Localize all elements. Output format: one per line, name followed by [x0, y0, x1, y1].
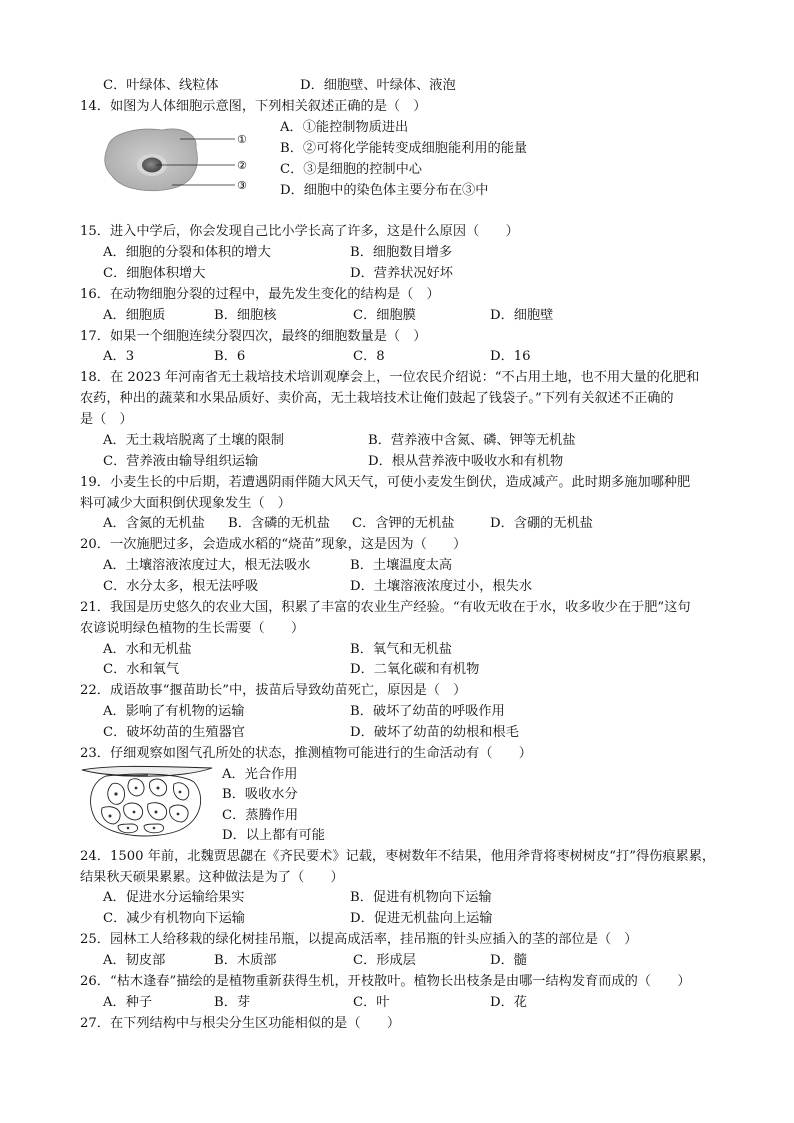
question-20-option-c: C．水分太多，根无法呼吸 — [103, 579, 259, 594]
question-19-option-b: B．含磷的无机盐 — [228, 516, 331, 531]
question-18-option-b: B．营养液中含氮、磷、钾等无机盐 — [368, 433, 576, 448]
question-21-option-b: B．氧气和无机盐 — [350, 642, 453, 657]
question-26-option-d: D．花 — [490, 995, 527, 1010]
question-18-stem-line1: 18．在 2023 年河南省无土栽培技术培训观摩会上，一位农民介绍说：“不占用土地，也不用大量的化肥和 — [80, 370, 700, 385]
question-25-option-c: C．形成层 — [353, 953, 416, 968]
question-22-option-b: B．破坏了幼苗的呼吸作用 — [350, 704, 505, 719]
question-16-option-a: A．细胞质 — [103, 308, 166, 323]
question-20-option-a: A．土壤溶液浓度过大，根无法吸水 — [103, 558, 311, 573]
question-20-stem: 20．一次施肥过多，会造成水稻的“烧苗”现象，这是因为（ ） — [80, 537, 467, 552]
question-23-option-d: D．以上都有可能 — [222, 828, 325, 843]
question-15-option-c: C．细胞体积增大 — [103, 266, 206, 281]
question-16-option-d: D．细胞壁 — [490, 308, 554, 323]
question-16-option-b: B．细胞核 — [214, 308, 277, 323]
question-23-stem: 23．仔细观察如图气孔所处的状态，推测植物可能进行的生命活动有（ ） — [80, 746, 532, 761]
question-26-stem: 26．“枯木逢春”描绘的是植物重新获得生机，开枝散叶。植物长出枝条是由哪一结构发育而成的（ ） — [80, 974, 691, 989]
figure-label-2: ② — [237, 159, 247, 172]
question-18-option-c: C．营养液由输导组织运输 — [103, 454, 259, 469]
question-22-option-a: A．影响了有机物的运输 — [103, 704, 245, 719]
question-14-option-a: A．①能控制物质进出 — [280, 120, 409, 135]
question-15-option-b: B．细胞数目增多 — [350, 245, 453, 260]
question-21-stem-line2: 农谚说明绿色植物的生长需要（ ） — [80, 621, 305, 636]
question-21-option-d: D．二氧化碳和有机物 — [350, 662, 480, 677]
question-25-option-b: B．木质部 — [214, 953, 277, 968]
question-25-stem: 25．园林工人给移栽的绿化树挂吊瓶，以提高成活率，挂吊瓶的针头应插入的茎的部位是（ ） — [80, 932, 638, 947]
question-22-option-c: C．破坏幼苗的生殖器官 — [103, 725, 245, 740]
question-14-option-b: B．②可将化学能转变成细胞能利用的能量 — [280, 141, 528, 156]
question-17-option-d: D．16 — [490, 349, 531, 364]
question-17-stem: 17．如果一个细胞连续分裂四次，最终的细胞数量是（ ） — [80, 329, 427, 344]
question-16-option-c: C．细胞膜 — [353, 308, 416, 323]
question-23-option-b: B．吸收水分 — [222, 787, 298, 802]
question-20-option-b: B．土壤温度太高 — [350, 558, 453, 573]
question-15-option-d: D．营养状况好坏 — [350, 266, 453, 281]
question-24-option-b: B．促进有机物向下运输 — [350, 890, 492, 905]
question-21-option-a: A．水和无机盐 — [103, 642, 192, 657]
option-c: C．叶绿体、线粒体 — [103, 78, 219, 93]
figure-label-1: ① — [237, 133, 247, 146]
question-18-option-d: D．根从营养液中吸收水和有机物 — [368, 454, 564, 469]
question-26-option-c: C．叶 — [353, 995, 390, 1010]
question-19-option-c: C．含钾的无机盐 — [352, 516, 455, 531]
question-17-option-c: C．8 — [353, 349, 385, 364]
question-17-option-b: B．6 — [214, 349, 246, 364]
question-22-option-d: D．破坏了幼苗的幼根和根毛 — [350, 725, 519, 740]
question-14-stem: 14．如图为人体细胞示意图，下列相关叙述正确的是（ ） — [80, 99, 427, 114]
question-19-option-a: A．含氮的无机盐 — [103, 516, 205, 531]
question-26-option-b: B．芽 — [214, 995, 251, 1010]
question-25-option-a: A．韧皮部 — [103, 953, 166, 968]
question-22-stem: 22．成语故事“揠苗助长”中，拔苗后导致幼苗死亡，原因是（ ） — [80, 683, 467, 698]
question-15-stem: 15．进入中学后，你会发现自己比小学长高了许多，这是什么原因（ ） — [80, 224, 519, 239]
question-15-option-a: A．细胞的分裂和体积的增大 — [103, 245, 271, 260]
question-19-stem-line1: 19．小麦生长的中后期，若遭遇阴雨伴随大风天气，可使小麦发生倒伏，造成减产。此时期多施加哪种肥 — [80, 475, 691, 490]
question-18-option-a: A．无土栽培脱离了土壤的限制 — [103, 433, 284, 448]
option-d: D．细胞壁、叶绿体、液泡 — [300, 78, 456, 93]
question-27-stem: 27．在下列结构中与根尖分生区功能相似的是（ ） — [80, 1016, 401, 1031]
question-26-option-a: A．种子 — [103, 995, 153, 1010]
question-14-option-c: C．③是细胞的控制中心 — [280, 162, 422, 177]
question-21-option-c: C．水和氧气 — [103, 662, 180, 677]
question-18-stem-line2: 农药，种出的蔬菜和水果品质好、卖价高，无土栽培技术让俺们鼓起了钱袋子。”下列有关叙述不正确的 — [80, 391, 674, 406]
question-16-stem: 16．在动物细胞分裂的过程中，最先发生变化的结构是（ ） — [80, 287, 440, 302]
question-19-option-d: D．含硼的无机盐 — [490, 516, 593, 531]
question-14-option-d: D．细胞中的染色体主要分布在③中 — [280, 183, 489, 198]
human-cell-figure — [100, 124, 270, 196]
question-24-option-a: A．促进水分运输给果实 — [103, 890, 245, 905]
question-24-option-c: C．减少有机物向下运输 — [103, 911, 245, 926]
question-20-option-d: D．土壤溶液浓度过小，根失水 — [350, 579, 533, 594]
question-21-stem-line1: 21．我国是历史悠久的农业大国，积累了丰富的农业生产经验。“有收无收在于水，收多收少在于肥”这句 — [80, 600, 691, 615]
question-24-stem-line1: 24．1500 年前，北魏贾思勰在《齐民要术》记载，枣树数年不结果，他用斧背将枣树树皮“打”得伤痕累累， — [80, 849, 716, 864]
stomata-figure — [78, 764, 220, 842]
question-18-stem-line3: 是（ ） — [80, 412, 133, 427]
question-24-option-d: D．促进无机盐向上运输 — [350, 911, 493, 926]
question-19-stem-line2: 料可减少大面积倒伏现象发生（ ） — [80, 496, 291, 511]
question-23-option-a: A．光合作用 — [222, 767, 298, 782]
figure-label-3: ③ — [237, 179, 247, 192]
question-24-stem-line2: 结果秋天硕果累累。这种做法是为了（ ） — [80, 870, 344, 885]
question-25-option-d: D．髓 — [490, 953, 527, 968]
question-23-option-c: C．蒸腾作用 — [222, 808, 299, 823]
question-17-option-a: A．3 — [103, 349, 135, 364]
